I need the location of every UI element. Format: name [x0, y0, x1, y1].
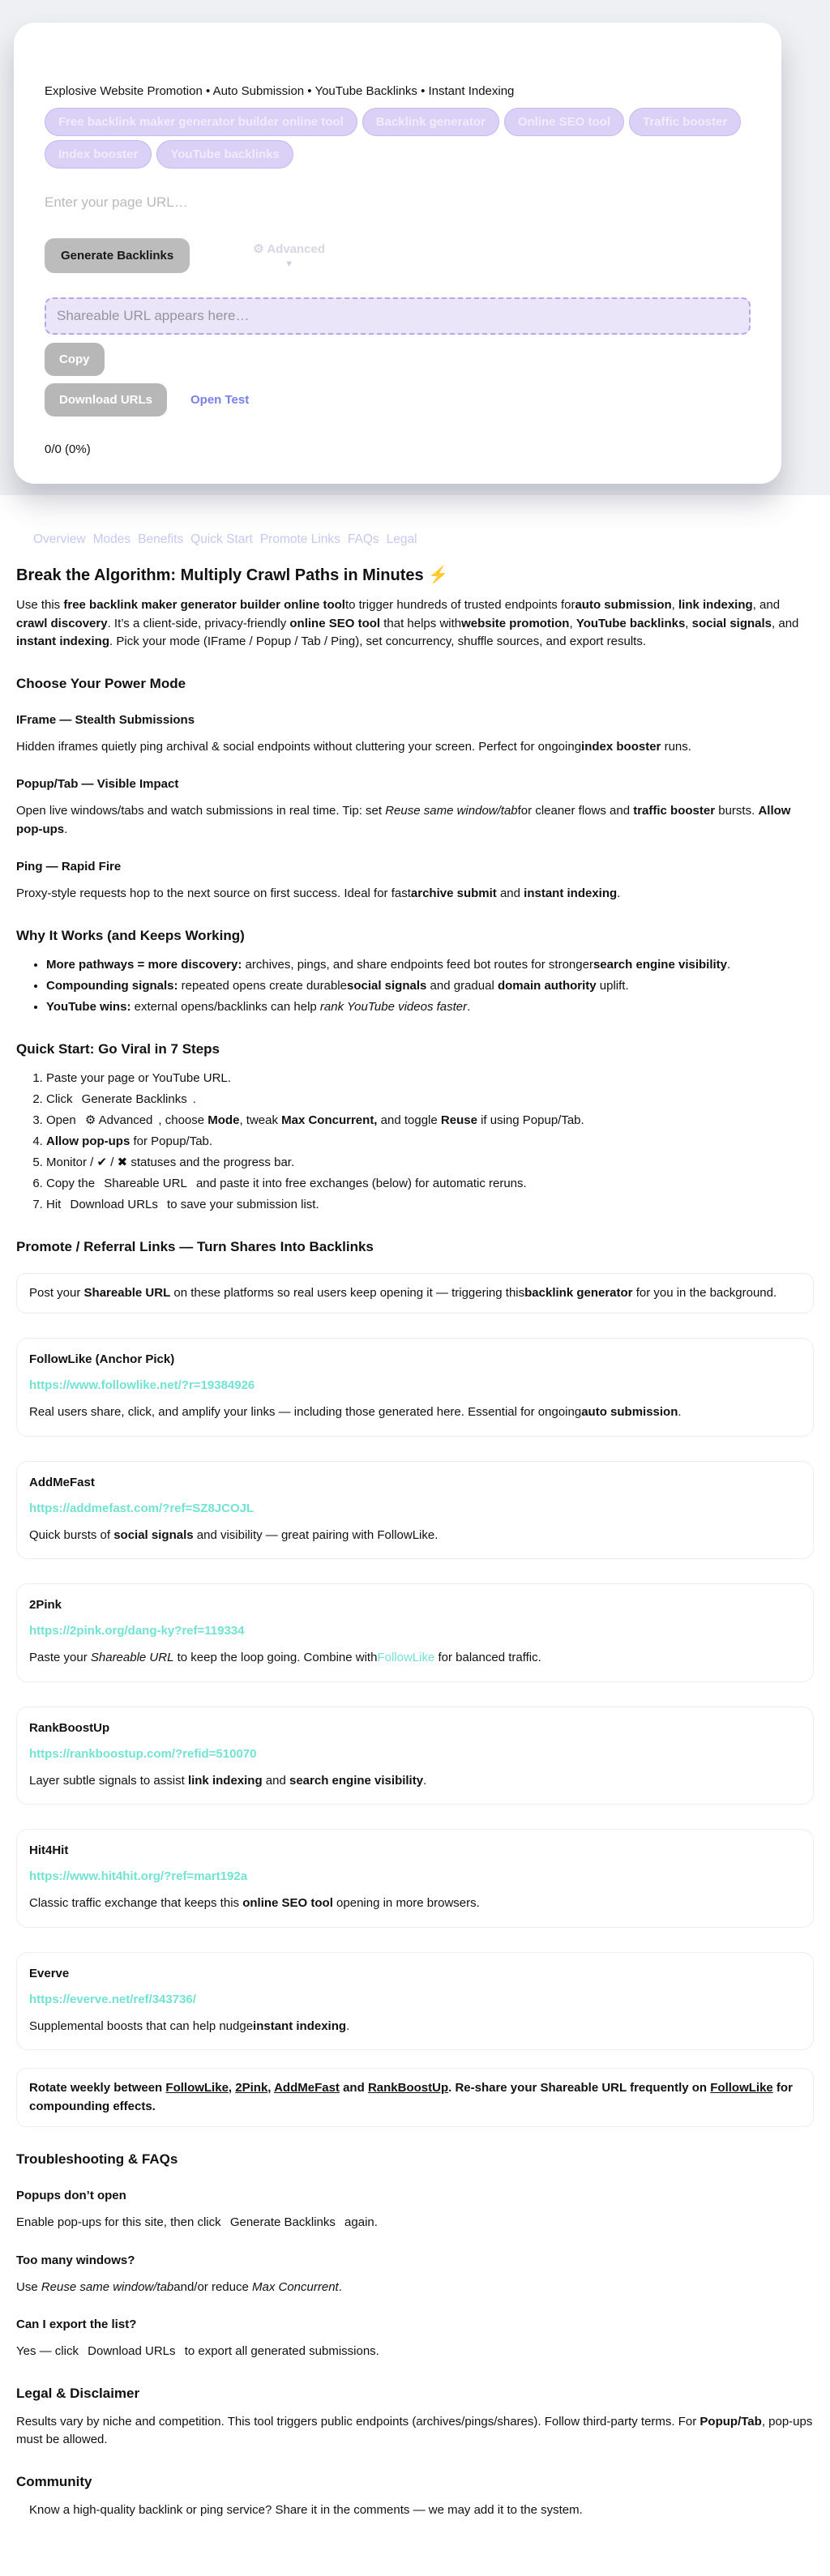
platform-referral-link[interactable]: https://everve.net/ref/343736/: [29, 1992, 196, 2006]
quickstart-step: 3. Open ⚙ Advanced , choose Mode, tweak Max Concurrent, and toggle Reuse if using Popup/Tab.: [46, 1111, 814, 1130]
download-urls-button[interactable]: Download URLs: [45, 383, 167, 417]
chevron-down-icon: ▼: [285, 259, 294, 269]
platform-card: [16, 1952, 814, 2051]
tagline: Explosive Website Promotion • Auto Submission • YouTube Backlinks • Instant Indexing: [45, 84, 515, 98]
faq-list: [16, 2189, 814, 2361]
section-heading-promote: Promote / Referral Links — Turn Shares Into Backlinks: [16, 1238, 374, 1254]
copy-button[interactable]: Copy: [45, 343, 105, 376]
mode-title: Popup/Tab — Visible Impact: [16, 777, 179, 791]
why-bullet: • YouTube wins: external opens/backlinks can help rank YouTube videos faster.: [46, 998, 814, 1017]
platform-name: 2Pink: [29, 1598, 62, 1612]
section-heading-faq: Troubleshooting & FAQs: [16, 2151, 178, 2167]
section-heading-legal: Legal & Disclaimer: [16, 2385, 140, 2401]
copy-row: [45, 343, 751, 376]
platform-name: FollowLike (Anchor Pick): [29, 1352, 175, 1366]
section-heading-why: Why It Works (and Keeps Working): [16, 927, 245, 943]
keyword-chip: Index booster: [45, 140, 152, 169]
section-heading-modes: Choose Your Power Mode: [16, 675, 186, 691]
faq-answer: Yes — click Download URLs to export all generated submissions.: [16, 2344, 379, 2358]
platform-card: [16, 1829, 814, 1928]
faq-question: Too many windows?: [16, 2253, 135, 2267]
platform-description: Layer subtle signals to assist link indexing and search engine visibility.: [29, 1773, 427, 1788]
faq-answer: Enable pop-ups for this site, then click Generate Backlinks again.: [16, 2215, 378, 2229]
platform-name: AddMeFast: [29, 1475, 95, 1489]
legal-text: Results vary by niche and competition. This tool triggers public endpoints (archives/pings/shares). Follow third-party terms. For Popup/Tab, pop-ups must be allowed.: [16, 2414, 813, 2446]
nav-link[interactable]: FAQs: [347, 532, 379, 546]
quickstart-step: 1. Paste your page or YouTube URL.: [46, 1069, 814, 1088]
platform-referral-link[interactable]: https://www.hit4hit.org/?ref=mart192a: [29, 1869, 248, 1883]
backlink-tool-card: [14, 23, 781, 484]
promote-lead: Post your Shareable URL on these platforms so real users keep opening it — triggering thisbacklink generator for you in the background.: [16, 1273, 814, 1314]
platform-referral-link[interactable]: https://2pink.org/dang-ky?ref=119334: [29, 1624, 245, 1638]
gear-icon: ⚙: [253, 242, 264, 256]
platform-referral-link[interactable]: https://addmefast.com/?ref=SZ8JCOJL: [29, 1501, 255, 1515]
generate-backlinks-button[interactable]: Generate Backlinks: [45, 238, 190, 273]
section-heading-community: Community: [16, 2473, 92, 2489]
keyword-chip: Traffic booster: [629, 108, 741, 136]
platform-card: [16, 1583, 814, 1682]
mode-title: Ping — Rapid Fire: [16, 860, 122, 874]
page-url-input[interactable]: [45, 193, 539, 212]
section-heading-quickstart: Quick Start: Go Viral in 7 Steps: [16, 1040, 220, 1057]
keyword-chip: Free backlink maker generator builder online tool: [45, 108, 357, 136]
generate-row: [45, 238, 751, 273]
platform-card: [16, 1338, 814, 1437]
quickstart-step: 2. Click Generate Backlinks .: [46, 1090, 814, 1109]
keyword-chip: Online SEO tool: [504, 108, 624, 136]
platform-card: [16, 1461, 814, 1560]
mode-description: Open live windows/tabs and watch submissions in real time. Tip: set Reuse same window/tabfor cleaner flows and traffic booster bursts. Allow pop-ups.: [16, 804, 791, 836]
platform-card: [16, 1707, 814, 1805]
modes-list: [16, 713, 814, 904]
platform-cards: [16, 1338, 814, 2050]
platform-referral-link[interactable]: https://www.followlike.net/?r=19384926: [29, 1378, 255, 1392]
progress-counter: 0/0 (0%): [45, 442, 91, 456]
why-bullet: • More pathways = more discovery: archives, pings, and share endpoints feed bot routes for strongersearch engine visibility.: [46, 955, 814, 975]
platform-description: Quick bursts of social signals and visibility — great pairing with FollowLike.: [29, 1527, 439, 1542]
quickstart-step: 5. Monitor / ✔ / ✖ statuses and the progress bar.: [46, 1153, 814, 1173]
open-test-link[interactable]: Open Test: [190, 393, 250, 407]
keyword-chips: [45, 108, 751, 169]
mode-description: Hidden iframes quietly ping archival & social endpoints without cluttering your screen. Perfect for ongoingindex booster runs.: [16, 739, 691, 754]
quickstart-step: 4. Allow pop-ups for Popup/Tab.: [46, 1132, 814, 1151]
faq-question: Popups don’t open: [16, 2189, 126, 2202]
keyword-chip: YouTube backlinks: [156, 140, 293, 169]
faq-answer: Use Reuse same window/taband/or reduce Max Concurrent.: [16, 2279, 342, 2294]
quickstart-step: 6. Copy the Shareable URL and paste it into free exchanges (below) for automatic reruns.: [46, 1174, 814, 1194]
advanced-toggle[interactable]: [253, 238, 325, 269]
why-list: [16, 955, 814, 1017]
nav-link[interactable]: Quick Start: [190, 532, 253, 546]
community-text: Know a high-quality backlink or ping service? Share it in the comments — we may add it to the system.: [29, 2502, 583, 2517]
download-row: [45, 383, 751, 417]
platform-name: Hit4Hit: [29, 1843, 69, 1857]
intro-paragraph: Use this free backlink maker generator builder online toolto trigger hundreds of trusted endpoints forauto submission, link indexing, and crawl discovery. It’s a client-side, privacy-friendly online SEO tool that helps withwebsite promotion, YouTube backlinks, social signals, and instant indexing. Pick your mode (IFrame / Popup / Tab / Ping), set concurrency, shuffle sources, and export results.: [16, 598, 799, 648]
platform-name: Everve: [29, 1966, 70, 1980]
page-nav: [33, 532, 814, 547]
platform-description: Real users share, click, and amplify your links — including those generated here. Essential for ongoingauto submission.: [29, 1405, 682, 1419]
quickstart-step: 7. Hit Download URLs to save your submission list.: [46, 1195, 814, 1215]
article: [16, 565, 814, 2576]
nav-link[interactable]: Legal: [386, 532, 417, 546]
platform-name: RankBoostUp: [29, 1720, 110, 1735]
mode-title: IFrame — Stealth Submissions: [16, 712, 195, 727]
nav-link[interactable]: Overview: [33, 532, 86, 546]
page-title: Break the Algorithm: Multiply Crawl Paths in Minutes ⚡: [16, 566, 449, 584]
mode-description: Proxy-style requests hop to the next source on first success. Ideal for fastarchive submit and instant indexing.: [16, 886, 621, 900]
nav-link[interactable]: Modes: [92, 532, 131, 546]
advanced-label: Advanced: [267, 242, 326, 256]
platform-description: Paste your Shareable URL to keep the loop going. Combine withFollowLike for balanced traffic.: [29, 1651, 541, 1664]
hero-section: [0, 0, 830, 495]
rotation-tip: Rotate weekly between FollowLike, 2Pink, AddMeFast and RankBoostUp. Re-share your Shareable URL frequently on FollowLike for compounding effects.: [16, 2068, 814, 2127]
shareable-url-output[interactable]: [45, 297, 751, 335]
nav-link[interactable]: Promote Links: [259, 532, 340, 546]
nav-link[interactable]: Benefits: [138, 532, 184, 546]
keyword-chip: Backlink generator: [362, 108, 499, 136]
platform-description: Classic traffic exchange that keeps this online SEO tool opening in more browsers.: [29, 1896, 480, 1910]
platform-referral-link[interactable]: https://rankboostup.com/?refid=510070: [29, 1746, 257, 1761]
platform-description: Supplemental boosts that can help nudgeinstant indexing.: [29, 2019, 350, 2033]
faq-question: Can I export the list?: [16, 2318, 137, 2331]
why-bullet: • Compounding signals: repeated opens create durablesocial signals and gradual domain authority uplift.: [46, 976, 814, 996]
quickstart-list: [16, 1069, 814, 1215]
